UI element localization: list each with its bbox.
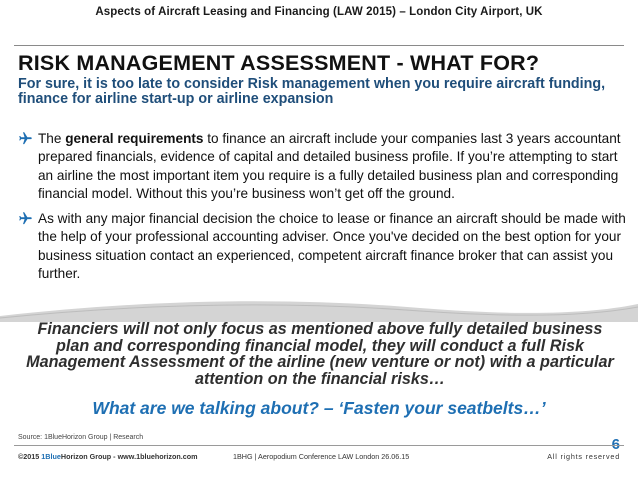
bullet-list <box>18 130 628 290</box>
brand-rest: Horizon Group - www.1bluehorizon.com <box>60 452 198 461</box>
footer-copyright <box>18 452 198 461</box>
header-divider <box>14 45 624 46</box>
event-title: Aspects of Aircraft Leasing and Financing (LAW 2015) – London City Airport, UK <box>95 6 543 18</box>
bullet-bold-phrase: general requirements <box>65 131 204 146</box>
wave-divider <box>0 296 638 322</box>
brand-blue: 1Blue <box>41 452 61 461</box>
financiers-note: Financiers will not only focus as mentioned above fully detailed business plan and corresponding financial model, they will conduct a full Risk Management Assessment of the airline (new venture or not) with a particular attention on the financial risks… <box>26 320 614 388</box>
slide-subtitle: For sure, it is too late to consider Risk management when you require aircraft funding, finance for airline start-up or airline expansion <box>18 76 606 107</box>
footer-divider <box>14 445 624 446</box>
bullet-lead: The <box>38 131 66 146</box>
footer-conference: 1BHG | Aeropodium Conference LAW London 26.06.15 <box>233 452 410 461</box>
footer-rights: All rights reserved <box>547 452 620 461</box>
seatbelts-question: What are we talking about? – ‘Fasten your seatbelts…’ <box>92 398 546 418</box>
airplane-icon <box>18 131 33 146</box>
source-note: Source: 1BlueHorizon Group | Research <box>18 434 144 441</box>
airplane-icon <box>18 211 33 226</box>
copyright-prefix: ©2015 <box>18 452 42 461</box>
bullet-text: to finance an aircraft include your companies last 3 years accountant prepared financials, evidence of capital and detailed business profile. If you’re attempting to start an airline the most important item you require is a fully detailed business plan and corresponding financial model. Without this you’re business won’t get off the ground. <box>38 131 621 201</box>
bullet-item-financial-decision <box>18 210 628 283</box>
bullet-item-general-requirements <box>18 130 628 203</box>
bullet-text: As with any major financial decision the choice to lease or finance an aircraft should be made with the help of your professional accounting adviser. Once you've decided on the best option for your business situation contact an experienced, competent aircraft finance broker that can assist you further. <box>38 211 626 282</box>
slide-title: RISK MANAGEMENT ASSESSMENT - WHAT FOR? <box>18 51 540 75</box>
